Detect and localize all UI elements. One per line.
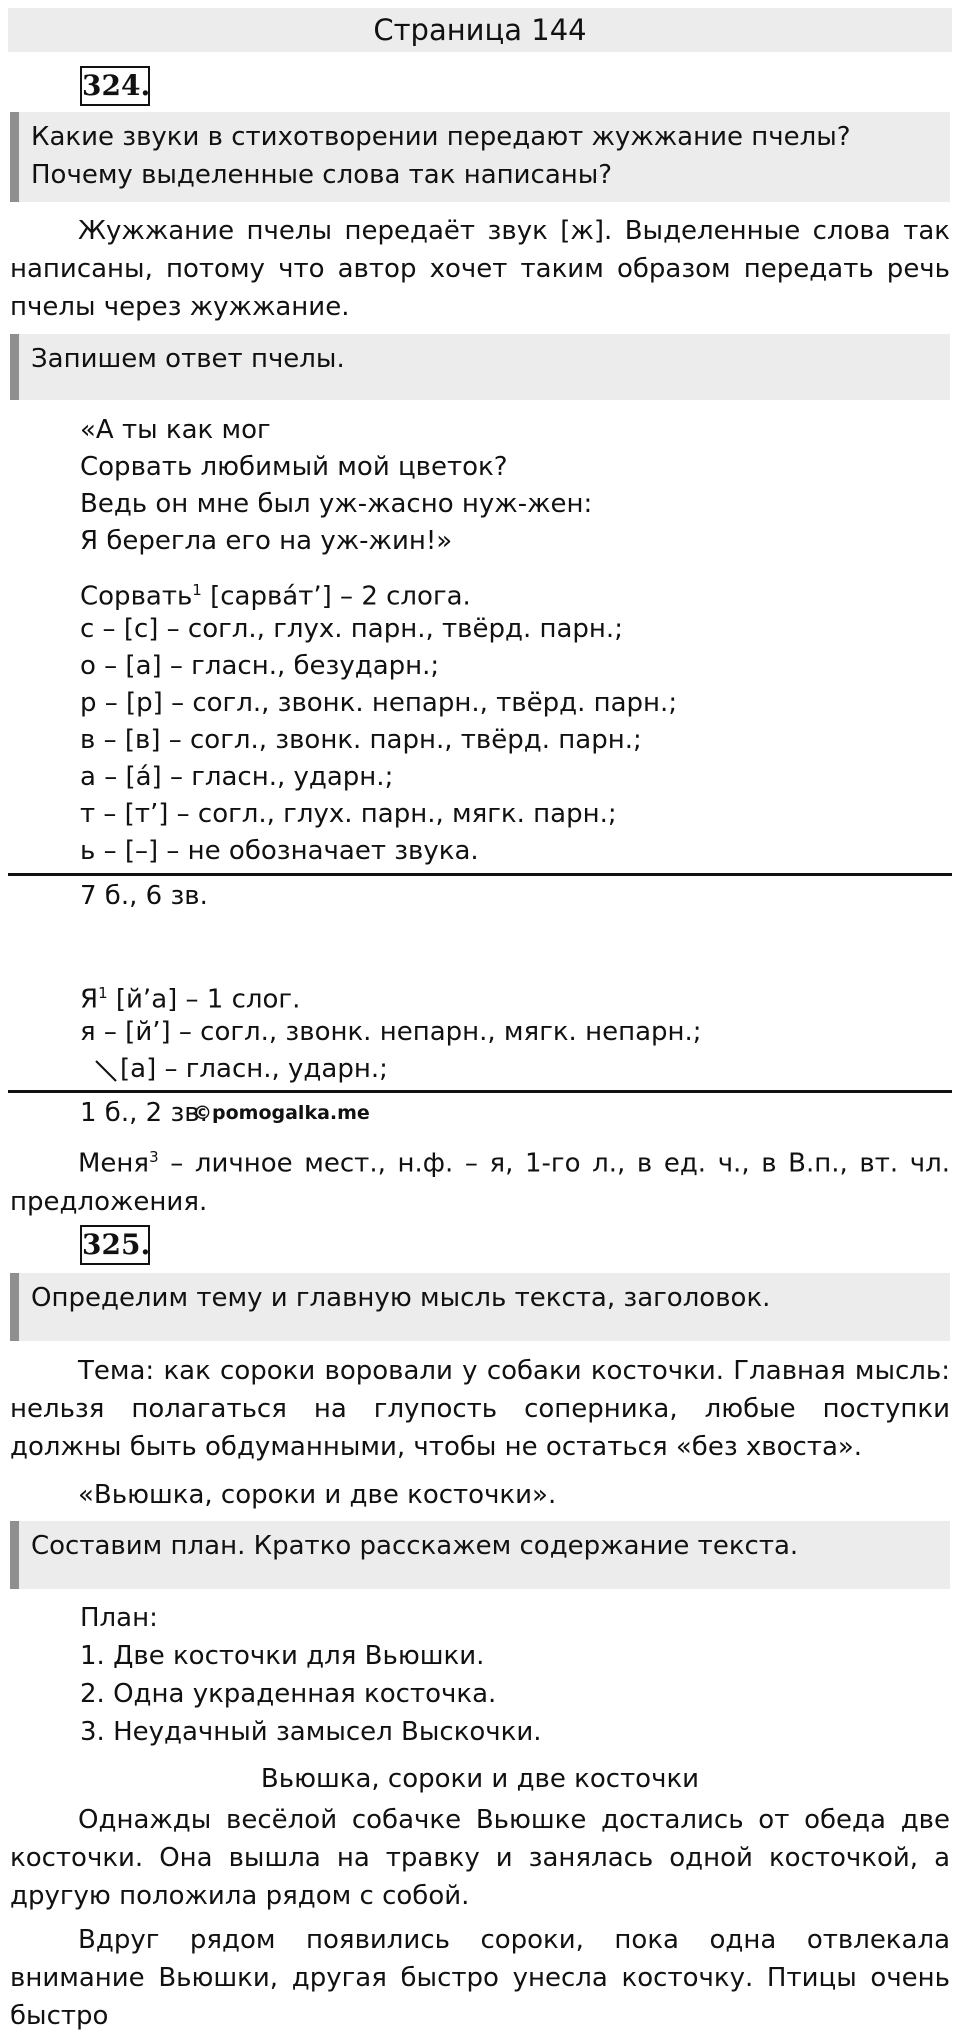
transcription: [сарва́т’] – 2 слога. xyxy=(201,581,471,612)
page-header: Страница 144 xyxy=(8,8,952,52)
poem-line-4: Я берегла его на уж-жин!» xyxy=(80,526,453,556)
divider-line xyxy=(8,1090,952,1093)
exercise-number-324: 324. xyxy=(80,66,150,106)
story-paragraph-2: Вдруг рядом появились сороки, пока одна отвлекала внимание Вьюшки, другая быстро унесла косточку. Птицы очень быстро xyxy=(10,1925,950,2031)
plan-heading: План: xyxy=(80,1603,158,1633)
story-title: Вьюшка, сороки и две косточки xyxy=(260,1764,700,1794)
answer-sounds: Жужжание пчелы передаёт звук [ж]. Выделенные слова так написаны, потому что автор хочет таким образом передать речь пчелы через жужжание. xyxy=(10,216,950,322)
task-box-sounds xyxy=(10,112,950,202)
analysis-line: т – [т’] – согл., глух. парн., мягк. парн.; xyxy=(80,799,617,829)
plan-item-3: 3. Неудачный замысел Выскочки. xyxy=(80,1717,542,1747)
exercise-number-325: 325. xyxy=(80,1225,150,1265)
task-text: Определим тему и главную мысль текста, заголовок. xyxy=(31,1283,771,1313)
plan-item-2: 2. Одна украденная косточка. xyxy=(80,1679,497,1709)
task-text: Составим план. Кратко расскажем содержание текста. xyxy=(31,1531,799,1561)
letters-sounds-total: 7 б., 6 зв. xyxy=(80,881,208,911)
letters-sounds-total: 1 б., 2 зв. xyxy=(80,1098,208,1128)
analyzed-word: Меня xyxy=(78,1148,150,1179)
superscript-mark: 1 xyxy=(192,581,202,599)
task-box-plan xyxy=(10,1521,950,1589)
analysis-line: ь – [–] – не обозначает звука. xyxy=(80,836,479,866)
divider-line xyxy=(8,873,952,876)
analysis-line: а – [а́] – гласн., ударн.; xyxy=(80,762,394,792)
plan-item-1: 1. Две косточки для Вьюшки. xyxy=(80,1641,485,1671)
story-paragraph-1: Однажды весёлой собачке Вьюшке достались от обеда две косточки. Она вышла на травку и занялась одной косточкой, а другую положила рядом с собой. xyxy=(10,1805,950,1911)
watermark: ©pomogalka.me xyxy=(193,1102,370,1124)
analyzed-word: Я xyxy=(80,984,99,1015)
poem-line-3: Ведь он мне был уж-жасно нуж-жен: xyxy=(80,489,593,519)
morphology-menya xyxy=(10,1138,950,1221)
answer-theme: Тема: как сороки воровали у собаки косточки. Главная мысль: нельзя полагаться на глупость соперника, любые поступки должны быть обдуманными, чтобы не остаться «без хвоста». xyxy=(10,1356,950,1462)
analysis-line: я – [й’] – согл., звонк. непарн., мягк. непарн.; xyxy=(80,1017,702,1047)
task-box-theme xyxy=(10,1273,950,1341)
analysis-line: о – [а] – гласн., безударн.; xyxy=(80,651,440,681)
analysis-line: в – [в] – согл., звонк. парн., твёрд. парн.; xyxy=(80,725,642,755)
analyzed-word: Сорвать xyxy=(80,581,193,612)
task-box-bee-answer xyxy=(10,334,950,400)
analysis-line: [а] – гласн., ударн.; xyxy=(120,1054,388,1084)
superscript-mark: 3 xyxy=(149,1148,159,1166)
analysis-line: с – [с] – согл., глух. парн., твёрд. парн.; xyxy=(80,614,623,644)
poem-line-1: «А ты как мог xyxy=(80,415,271,445)
analysis-header-ya xyxy=(80,975,300,1018)
poem-line-2: Сорвать любимый мой цветок? xyxy=(80,452,508,482)
task-text: Какие звуки в стихотворении передают жужжание пчелы? Почему выделенные слова так написаны? xyxy=(31,122,851,190)
transcription: [й’а] – 1 слог. xyxy=(107,984,301,1015)
analysis-line: р – [р] – согл., звонк. непарн., твёрд. парн.; xyxy=(80,688,678,718)
superscript-mark: 1 xyxy=(98,984,108,1002)
analysis-header-sorvat xyxy=(80,572,471,615)
morphology-text: – личное мест., н.ф. – я, 1-го л., в ед. ч., в В.п., вт. чл. предложения. xyxy=(10,1148,950,1217)
task-text: Запишем ответ пчелы. xyxy=(31,344,345,374)
answer-title: «Вьюшка, сороки и две косточки». xyxy=(78,1480,557,1510)
connector-line xyxy=(94,1059,118,1083)
